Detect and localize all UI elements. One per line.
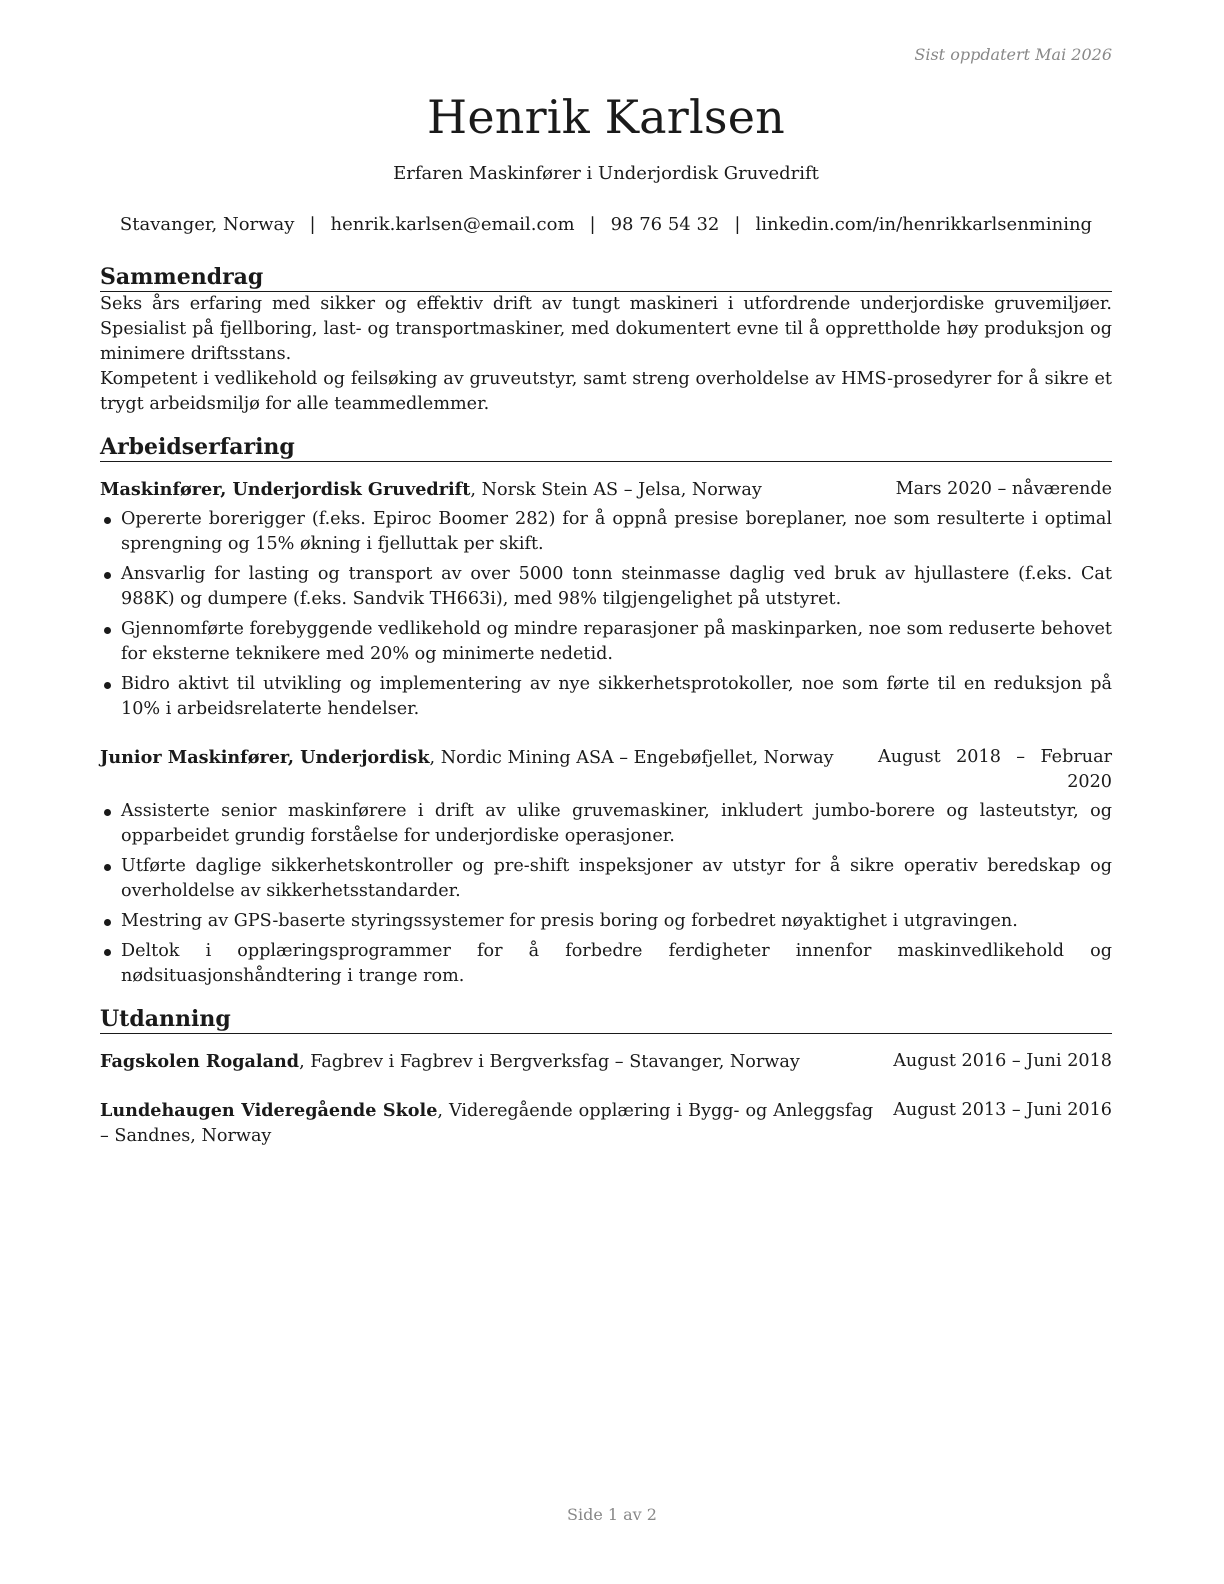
- education-item: [100, 1049, 1112, 1075]
- job-company: , Norsk Stein AS – Jelsa, Norway: [470, 480, 762, 500]
- list-item: Assisterte senior maskinførere i drift av ulike gruvemaskiner, inkludert jumbo-borere og lasteutstyr, og opparbeidet grundig forståelse for underjordiske operasjoner.: [100, 799, 1112, 849]
- contact-email[interactable]: henrik.karlsen@email.com: [330, 214, 575, 235]
- list-item: Mestring av GPS-baserte styringssystemer for presis boring og forbedret nøyaktighet i utgravingen.: [100, 909, 1112, 934]
- job-role: Junior Maskinfører, Underjordisk: [100, 747, 430, 768]
- job-dates: August 2018 – Februar 2020: [878, 747, 1112, 792]
- list-item: Gjennomførte forebyggende vedlikehold og mindre reparasjoner på maskinparken, noe som reduserte behovet for eksterne teknikere med 20% og minimerte nedetid.: [100, 617, 1112, 667]
- contact-separator: |: [734, 214, 741, 235]
- section-title-education: Utdanning: [100, 1005, 1112, 1034]
- list-item: Utførte daglige sikkerhetskontroller og pre-shift inspeksjoner av utstyr for å sikre operativ beredskap og overholdelse av sikkerhetsstandarder.: [100, 854, 1112, 904]
- contact-line: [100, 213, 1112, 237]
- job-company: , Nordic Mining ASA – Engebøfjellet, Norway: [429, 748, 834, 768]
- education-dates: August 2016 – Juni 2018: [893, 1051, 1112, 1071]
- list-item: Opererte borerigger (f.eks. Epiroc Boomer 282) for å oppnå presise boreplaner, noe som resulterte i optimal sprengning og 15% økning i fjelluttak per skift.: [100, 507, 1112, 557]
- page-number: Side 1 av 2: [567, 1505, 657, 1524]
- education-program: , Videregående opplæring i Bygg- og Anleggsfag – Sandnes, Norway: [100, 1101, 874, 1146]
- contact-separator: |: [589, 214, 596, 235]
- contact-phone: 98 76 54 32: [610, 214, 720, 235]
- section-title-experience: Arbeidserfaring: [100, 433, 1112, 462]
- education-program: , Fagbrev i Fagbrev i Bergverksfag – Stavanger, Norway: [299, 1052, 800, 1072]
- job-dates: Mars 2020 – nåværende: [895, 479, 1112, 499]
- list-item: Ansvarlig for lasting og transport av over 5000 tonn steinmasse daglig ved bruk av hjullastere (f.eks. Cat 988K) og dumpere (f.eks. Sandvik TH663i), med 98% tilgjengelighet på utstyret.: [100, 562, 1112, 612]
- job-bullets: [100, 507, 1112, 722]
- education-school: Fagskolen Rogaland: [100, 1051, 300, 1072]
- candidate-headline: Erfaren Maskinfører i Underjordisk Gruvedrift: [393, 163, 819, 184]
- last-updated: Sist oppdatert Mai 2026: [914, 45, 1112, 64]
- summary-paragraph: Seks års erfaring med sikker og effektiv drift av tungt maskineri i utfordrende underjordiske gruvemiljøer. Spesialist på fjellboring, last- og transportmaskiner, med dokumentert evne til å opprettholde høy produksjon og minimere driftsstans.: [100, 294, 1112, 364]
- education-school: Lundehaugen Videregående Skole: [100, 1100, 438, 1121]
- education-item: [100, 1098, 1112, 1149]
- job-header: [100, 745, 1112, 795]
- job-role: Maskinfører, Underjordisk Gruvedrift: [100, 479, 471, 500]
- section-title-summary: Sammendrag: [100, 263, 1112, 292]
- job-header: [100, 477, 1112, 503]
- list-item: Bidro aktivt til utvikling og implementering av nye sikkerhetsprotokoller, noe som førte til en reduksjon på 10% i arbeidsrelaterte hendelser.: [100, 672, 1112, 722]
- candidate-name: Henrik Karlsen: [427, 90, 785, 144]
- job-bullets: [100, 799, 1112, 989]
- education-dates: August 2013 – Juni 2016: [893, 1100, 1112, 1120]
- summary-paragraph: Kompetent i vedlikehold og feilsøking av gruveutstyr, samt streng overholdelse av HMS-prosedyrer for å sikre et trygt arbeidsmiljø for alle teammedlemmer.: [100, 369, 1112, 414]
- contact-separator: |: [309, 214, 316, 235]
- contact-linkedin[interactable]: linkedin.com/in/henrikkarlsenmining: [755, 214, 1093, 235]
- contact-location: Stavanger, Norway: [119, 214, 295, 235]
- list-item: Deltok i opplæringsprogrammer for å forbedre ferdigheter innenfor maskinvedlikehold og nødsituasjonshåndtering i trange rom.: [100, 939, 1112, 989]
